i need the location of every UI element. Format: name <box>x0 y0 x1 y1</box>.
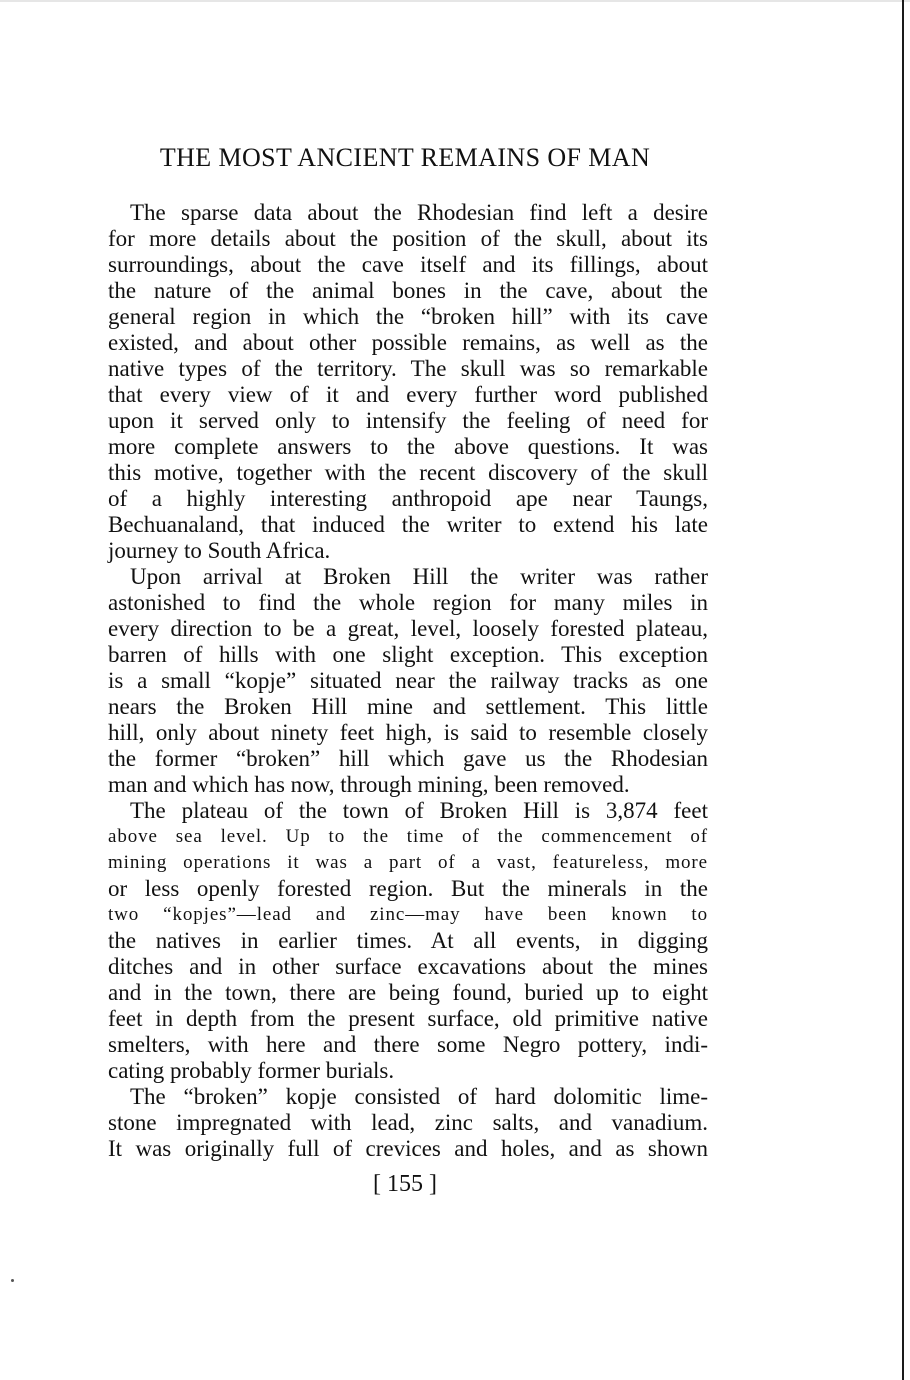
scan-speck <box>11 1279 14 1282</box>
text-line: upon it served only to intensify the feeling of need for <box>108 408 708 433</box>
paragraph-2 <box>108 564 708 798</box>
text-line: for more details about the position of the skull, about its <box>108 226 708 251</box>
text-line: hill, only about ninety feet high, is said to resemble closely <box>108 720 708 745</box>
text-line: man and which has now, through mining, been removed. <box>108 772 630 797</box>
text-line: existed, and about other possible remains, as well as the <box>108 330 708 355</box>
text-line: that every view of it and every further word published <box>108 382 708 407</box>
paragraph-1 <box>108 200 708 564</box>
text-line: two “kopjes”—lead and zinc—may have been known to <box>108 904 708 925</box>
text-line: and in the town, there are being found, buried up to eight <box>108 980 708 1005</box>
text-line: this motive, together with the recent discovery of the skull <box>108 460 708 485</box>
text-line: The sparse data about the Rhodesian find left a desire <box>130 200 708 225</box>
text-line: of a highly interesting anthropoid ape near Taungs, <box>108 486 708 511</box>
text-line: Upon arrival at Broken Hill the writer was rather <box>130 564 708 589</box>
page-number: [ 155 ] <box>373 1171 437 1197</box>
text-line: or less openly forested region. But the minerals in the <box>108 876 708 901</box>
text-line: Bechuanaland, that induced the writer to extend his late <box>108 512 708 537</box>
text-line: the former “broken” hill which gave us the Rhodesian <box>108 746 708 771</box>
text-line: above sea level. Up to the time of the commencement of <box>108 826 708 847</box>
paragraph-4 <box>108 1084 708 1162</box>
text-line: general region in which the “broken hill” with its cave <box>108 304 708 329</box>
body-text <box>108 200 708 1162</box>
text-line: The plateau of the town of Broken Hill is 3,874 feet <box>130 798 708 823</box>
text-line: smelters, with here and there some Negro pottery, indi- <box>108 1032 708 1057</box>
text-line: ditches and in other surface excavations about the mines <box>108 954 708 979</box>
running-head: THE MOST ANCIENT REMAINS OF MAN <box>159 143 651 172</box>
scan-right-edge <box>902 0 904 1380</box>
text-line: astonished to find the whole region for many miles in <box>108 590 708 615</box>
text-line: surroundings, about the cave itself and its fillings, about <box>108 252 708 277</box>
text-line: mining operations it was a part of a vast, featureless, more <box>108 852 708 873</box>
text-line: stone impregnated with lead, zinc salts, and vanadium. <box>108 1110 708 1135</box>
paragraph-3 <box>108 798 708 1084</box>
text-line: the nature of the animal bones in the cave, about the <box>108 278 708 303</box>
text-line: journey to South Africa. <box>108 538 331 563</box>
text-line: native types of the territory. The skull was so remarkable <box>108 356 708 381</box>
text-line: feet in depth from the present surface, old primitive native <box>108 1006 708 1031</box>
text-line: cating probably former burials. <box>108 1058 395 1083</box>
text-line: the natives in earlier times. At all events, in digging <box>108 928 708 953</box>
text-line: nears the Broken Hill mine and settlement. This little <box>108 694 708 719</box>
text-line: every direction to be a great, level, loosely forested plateau, <box>108 616 708 641</box>
text-line: is a small “kopje” situated near the railway tracks as one <box>108 668 708 693</box>
text-line: The “broken” kopje consisted of hard dolomitic lime- <box>130 1084 708 1109</box>
scan-top-edge <box>0 0 910 2</box>
text-line: barren of hills with one slight exception. This exception <box>108 642 708 667</box>
text-line: more complete answers to the above questions. It was <box>108 434 708 459</box>
text-line: It was originally full of crevices and holes, and as shown <box>108 1136 708 1161</box>
